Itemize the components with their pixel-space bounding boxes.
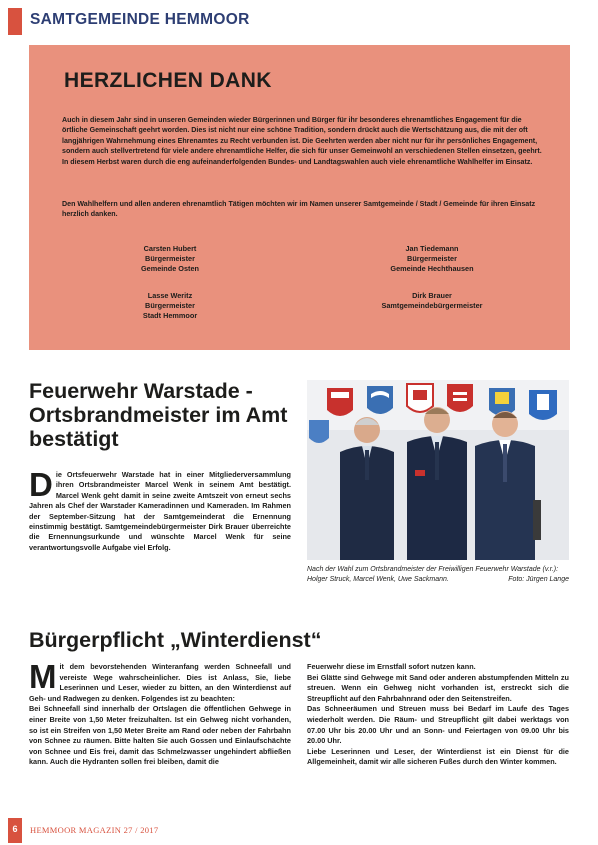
- article-paragraph: [29, 658, 291, 704]
- article-column-left: [29, 658, 291, 768]
- signatory-role: Bürgermeister: [145, 254, 195, 264]
- article-column-right: [307, 662, 569, 768]
- signatory-role: Bürgermeister: [145, 301, 195, 311]
- signatory-name: Carsten Hubert: [143, 244, 197, 253]
- article-text: it dem bevorstehenden Winteranfang werden Schneefall und vereiste Wege wahrscheinlicher. Dies ist Anlass, Sie, liebe Leserinnen und Leser, wieder zu bitten, an den Winterdienst auf Geh- und Radwegen zu denken. Folgendes ist zu beachten:: [29, 662, 291, 703]
- signature-block: [347, 291, 517, 311]
- article-headline: Feuerwehr Warstade - Ortsbrandmeister im Amt bestätigt: [29, 379, 288, 451]
- thanks-paragraph-2: Den Wahlhelfern und allen anderen ehrenamtlich Tätigen möchten wir im Namen unserer Samtgemeinde / Stadt / Gemeinde für ihren Einsatz herzlich danken.: [62, 200, 536, 219]
- signature-block: [85, 244, 255, 275]
- article-body: [29, 466, 291, 553]
- page-number: 6: [12, 824, 18, 834]
- signatory-name: Dirk Brauer: [412, 291, 452, 300]
- article-headline: Bürgerpflicht „Winterdienst“: [29, 628, 322, 652]
- article-photo: [307, 380, 569, 560]
- photo-illustration: [307, 380, 569, 560]
- section-title: SAMTGEMEINDE HEMMOOR: [30, 11, 250, 28]
- article-paragraph: Feuerwehr diese im Ernstfall sofort nutzen kann.: [307, 662, 476, 671]
- signature-block: [347, 244, 517, 275]
- signatory-role: Bürgermeister: [407, 254, 457, 264]
- signatory-place: Gemeinde Osten: [141, 264, 199, 274]
- thanks-paragraph-1: Auch in diesem Jahr sind in unseren Gemeinden wieder Bürgerinnen und Bürger für ihr besonderes ehrenamtliches Engagement für die örtliche Gemeinschaft geehrt worden. Dies ist nicht nur eine schöne Tradition, sondern drückt auch die Wertschätzung aus, die mit der oft langjährigen Wahrnehmung eines Ehrenamtes zu Recht verbunden ist. Die Geehrten werden aber nicht nur für ihr persönliches Engagement, sondern auch stellvertretend für viele andere ehrenamtliche Helfer, die sich für unser Gemeinwohl an verschiedenen Stellen einsetzen, geehrt. In diesem Herbst waren durch die eng aufeinanderfolgenden Bundes- und Landtagswahlen auch viele ehrenamtliche Wahlhelfer im Einsatz.: [62, 116, 542, 166]
- caption-text: Nach der Wahl zum Ortsbrandmeister der Freiwilligen Feuerwehr Warstade (v.r.): Holger Struck, Marcel Wenk, Uwe Sackmann.: [307, 566, 559, 584]
- article-paragraph: Liebe Leserinnen und Leser, der Winterdienst ist ein Dienst für die Allgemeinheit, damit wir alle sicheren Fußes durch den Winter kommen.: [307, 746, 569, 767]
- article-paragraph: Das Schneeräumen und Streuen muss bei Bedarf im Laufe des Tages wiederholt werden. Die Räum- und Streupflicht gilt dabei werktags von 07.00 Uhr bis 20.00 Uhr und an Sonn- und Feiertagen von 09.00 Uhr bis 20.00 Uhr.: [307, 704, 569, 746]
- signatory-place: Stadt Hemmoor: [142, 311, 198, 321]
- photo-credit: Foto: Jürgen Lange: [508, 576, 569, 584]
- signature-block: [85, 291, 255, 322]
- magazine-title: HEMMOOR MAGAZIN 27 / 2017: [30, 825, 159, 835]
- signatory-place: Gemeinde Hechthausen: [390, 264, 474, 274]
- drop-cap: D: [29, 466, 53, 503]
- article-text: ie Ortsfeuerwehr Warstade hat in einer Mitgliederversammlung ihren Ortsbrandmeister Marcel Wenk in seinem Amt bestätigt. Marcel Wenk geht damit in seine zweite Amtszeit von erneut sechs Jahren als Chef der Warstader Kameradinnen und Kameraden. Im Rahmen der September-Sitzung hat der Samtgemeinderat die Ernennung einstimmig bestätigt. Samtgemeindebürgermeister Dirk Brauer überreichte die Ernennungsurkunde und wünschte Marcel Wenk für seine verantwortungsvolle Aufgabe viel Erfolg.: [29, 470, 291, 552]
- thanks-box: [29, 45, 570, 350]
- header-accent-bar: [8, 8, 22, 35]
- signatory-name: Jan Tiedemann: [405, 244, 459, 253]
- drop-cap: M: [29, 658, 57, 695]
- thanks-heading: HERZLICHEN DANK: [64, 69, 272, 92]
- article-paragraph: Bei Glätte sind Gehwege mit Sand oder anderen abstumpfenden Mitteln zu streuen. Wenn ein Gehweg nicht vorhanden ist, erstreckt sich die Streupflicht auf den Fahrbahnrand oder den Seitenstreifen.: [307, 672, 569, 703]
- signatory-name: Lasse Weritz: [147, 291, 193, 300]
- photo-caption: [307, 565, 569, 585]
- signatory-role: Samtgemeindebürgermeister: [381, 301, 483, 311]
- article-paragraph: Bei Schneefall sind innerhalb der Ortslagen die öffentlichen Gehwege in einer Breite von 1,50 Meter freizuhalten. Ist ein Gehweg nicht vorhanden, so ist ein Streifen von 1,50 Meter Breite am Rand oder neben der Fahrbahn von Schnee zu räumen. Bitte halten Sie auch Gossen und Einlaufschächte von Schnee und Eis frei, damit das Schmelzwasser ungehindert abfließen kann. Auch die Hydranten sollen frei bleiben, damit die: [29, 704, 291, 767]
